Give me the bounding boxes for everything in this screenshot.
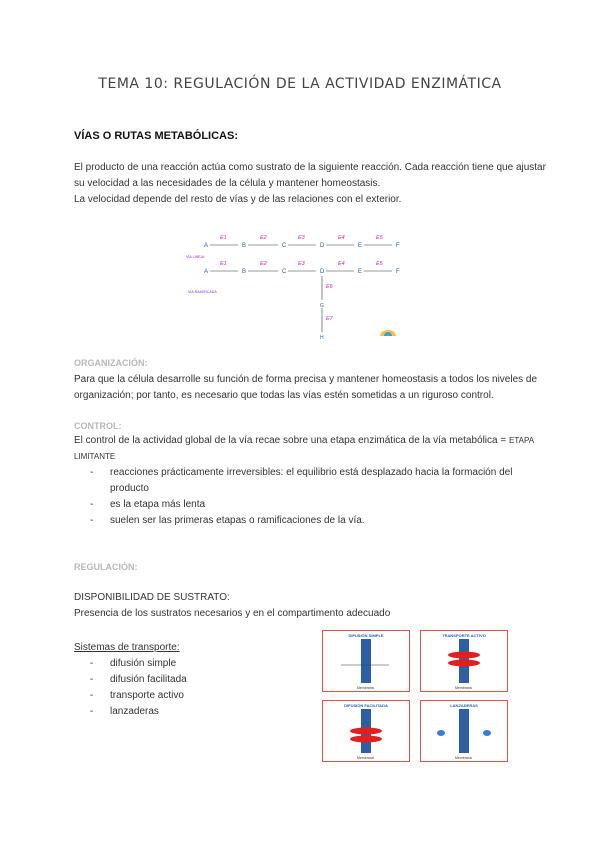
panel-title: DIFUSIÓN FACILITADA bbox=[344, 703, 388, 708]
svg-text:Membrana: Membrana bbox=[455, 756, 472, 760]
svg-text:Membrana: Membrana bbox=[357, 756, 374, 760]
page-title: TEMA 10: REGULACIÓN DE LA ACTIVIDAD ENZIMÁTICA bbox=[98, 76, 502, 92]
paragraph-line: su velocidad a las necesidades de la célula y mantener homeostasis. bbox=[74, 178, 381, 189]
pathway-node: H bbox=[320, 335, 324, 340]
list-item: - es la etapa más lenta bbox=[90, 497, 530, 513]
membrane-icon bbox=[421, 701, 507, 761]
paragraph-line: organización; por tanto, es necesario que todas las vías estén sometidas a un riguroso control. bbox=[74, 390, 494, 401]
heading-regulacion: REGULACIÓN: bbox=[74, 562, 138, 572]
pathway-node: C bbox=[282, 243, 287, 249]
paragraph-vias bbox=[74, 160, 546, 208]
enzyme-label: E5 bbox=[376, 261, 383, 267]
subheading-disponibilidad: DISPONIBILIDAD DE SUSTRATO: bbox=[74, 592, 230, 603]
list-item: - difusión simple bbox=[90, 656, 187, 672]
pathway-node: D bbox=[320, 243, 325, 249]
panel-title: DIFUSIÓN SIMPLE bbox=[348, 633, 384, 638]
metabolic-pathway-diagram bbox=[180, 228, 420, 340]
enzyme-label: E4 bbox=[338, 235, 345, 241]
list-item: - reacciones prácticamente irreversibles: el equilibrio está desplazado hacia la formación del producto bbox=[90, 465, 530, 497]
etapa-label: ETAPA bbox=[509, 436, 535, 445]
pathway-node: D bbox=[320, 269, 325, 275]
paragraph-control bbox=[74, 433, 534, 465]
control-list bbox=[90, 465, 530, 529]
panel-transporte-activo bbox=[420, 630, 508, 692]
pathway-node: B bbox=[242, 269, 247, 275]
paragraph-organizacion bbox=[74, 372, 537, 404]
pathway-node: B bbox=[242, 243, 247, 249]
paragraph-line: El producto de una reacción actúa como sustrato de la siguiente reacción. Cada reacción tiene que ajustar bbox=[74, 162, 546, 173]
paragraph-regulacion bbox=[74, 590, 390, 622]
pathway-node: C bbox=[282, 269, 287, 275]
list-item: - lanzaderas bbox=[90, 704, 187, 720]
branched-label: VÍA RAMIFICADA bbox=[188, 290, 217, 294]
paragraph-line: El control de la actividad global de la vía recae sobre una etapa enzimática de la vía metabólica = bbox=[74, 435, 507, 446]
enzyme-label: E4 bbox=[338, 261, 345, 267]
pathway-node: F bbox=[396, 269, 400, 275]
limitante-label: LIMITANTE bbox=[74, 452, 116, 461]
heading-control: CONTROL: bbox=[74, 421, 122, 431]
enzyme-label: E7 bbox=[326, 316, 333, 322]
panel-title: LANZADERAS bbox=[450, 703, 478, 708]
paragraph-line: Presencia de los sustratos necesarios y en el compartimento adecuado bbox=[74, 608, 391, 619]
list-item: - suelen ser las primeras etapas o ramificaciones de la vía. bbox=[90, 513, 530, 529]
membrane-icon bbox=[421, 631, 507, 691]
membrane-icon bbox=[323, 631, 409, 691]
list-item: - difusión facilitada bbox=[90, 672, 187, 688]
enzyme-label: E2 bbox=[260, 261, 267, 267]
svg-text:Membrana: Membrana bbox=[455, 686, 472, 690]
section-heading-vias: VÍAS O RUTAS METABÓLICAS: bbox=[74, 130, 238, 142]
panel-lanzaderas bbox=[420, 700, 508, 762]
svg-text:Membrana: Membrana bbox=[357, 686, 374, 690]
enzyme-label: E1 bbox=[220, 261, 227, 267]
pathway-node: F bbox=[396, 243, 400, 249]
sistemas-heading: Sistemas de transporte: bbox=[74, 642, 180, 653]
list-item: - transporte activo bbox=[90, 688, 187, 704]
logo-icon bbox=[380, 330, 396, 336]
panel-title: TRANSPORTE ACTIVO bbox=[442, 633, 486, 638]
enzyme-label: E2 bbox=[260, 235, 267, 241]
membrane-icon bbox=[323, 701, 409, 761]
enzyme-label: E5 bbox=[376, 235, 383, 241]
enzyme-label: E3 bbox=[298, 235, 305, 241]
transport-list bbox=[90, 656, 187, 720]
pathway-node: E bbox=[358, 269, 363, 275]
pathway-node: G bbox=[320, 303, 324, 309]
panel-difusion-facilitada bbox=[322, 700, 410, 762]
linear-label: VÍA LINEAL bbox=[186, 255, 205, 259]
pathway-node: E bbox=[358, 243, 363, 249]
pathway-node: A bbox=[204, 269, 209, 275]
paragraph-line: Para que la célula desarrolle su función de forma precisa y mantener homeostasis a todos los niveles de bbox=[74, 374, 538, 385]
paragraph-line: La velocidad depende del resto de vías y de las relaciones con el exterior. bbox=[74, 194, 402, 205]
enzyme-label: E6 bbox=[326, 284, 333, 290]
enzyme-label: E3 bbox=[298, 261, 305, 267]
enzyme-label: E1 bbox=[220, 235, 227, 241]
heading-organizacion: ORGANIZACIÓN: bbox=[74, 358, 148, 368]
panel-difusion-simple bbox=[322, 630, 410, 692]
pathway-node: A bbox=[204, 243, 209, 249]
